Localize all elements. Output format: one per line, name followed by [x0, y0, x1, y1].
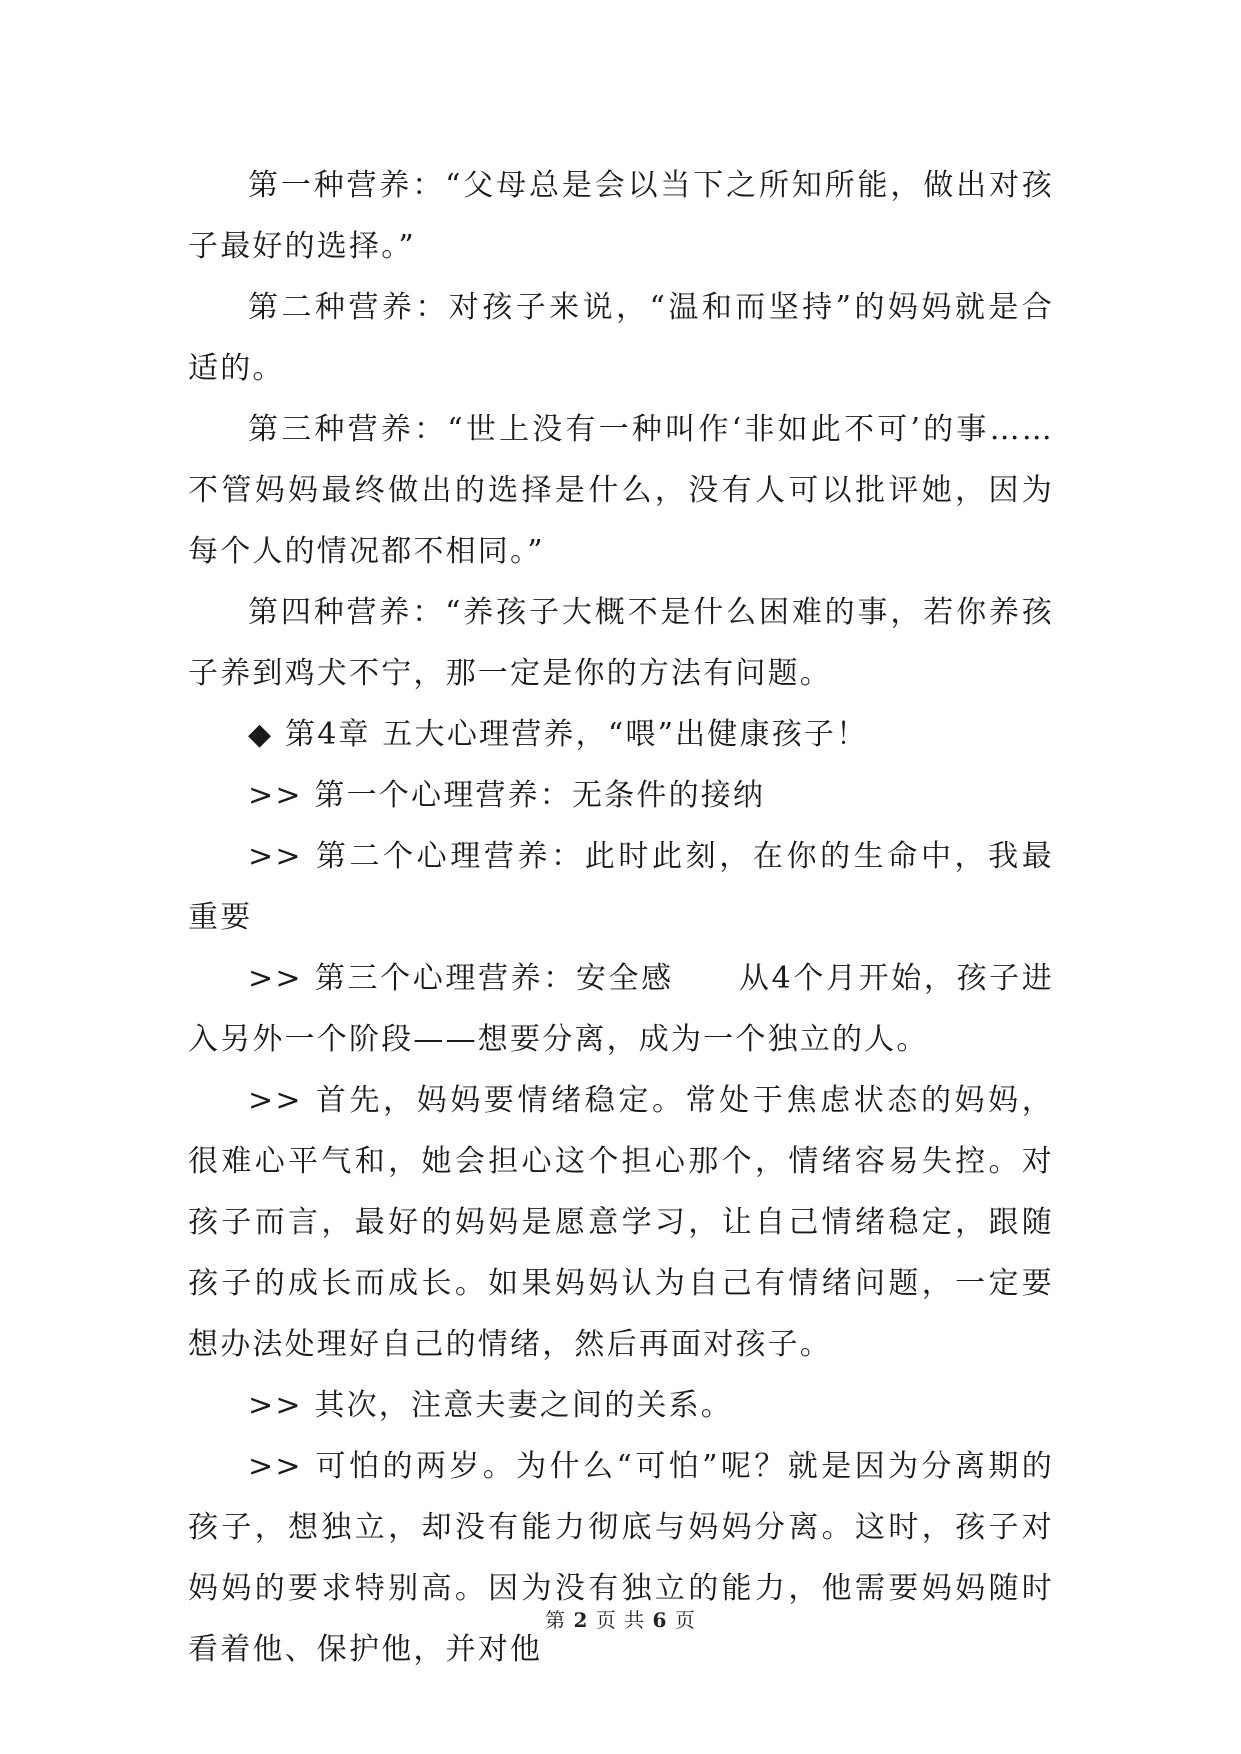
page-footer: [0, 1604, 1241, 1633]
list-item-marriage: >> 其次，注意夫妻之间的关系。: [248, 1388, 734, 1423]
paragraph-nutrition-1: 第一种营养：“父母总是会以当下之所知所能，做出对孩子最好的选择。”: [188, 168, 1054, 264]
paragraph-nutrition-2: 第二种营养：对孩子来说，“温和而坚持”的妈妈就是合适的。: [188, 290, 1054, 386]
list-item-emotion-stability: >> 首先，妈妈要情绪稳定。常处于焦虑状态的妈妈，很难心平气和，她会担心这个担心那个，情绪容易失控。对孩子而言，最好的妈妈是愿意学习，让自己情绪稳定，跟随孩子的成长而成长。如果妈妈认为自己有情绪问题，一定要想办法处理好自己的情绪，然后再面对孩子。: [188, 1083, 1054, 1362]
footer-middle: 页 共: [595, 1608, 646, 1632]
footer-prefix: 第: [545, 1608, 567, 1632]
list-item-security: >> 第三个心理营养：安全感 从4个月开始，孩子进入另外一个阶段——想要分离，成为一个独立的人。: [188, 961, 1054, 1057]
chapter-heading: ◆ 第4章 五大心理营养，“喂”出健康孩子！: [248, 717, 869, 752]
paragraph-nutrition-4: 第四种营养：“养孩子大概不是什么困难的事，若你养孩子养到鸡犬不宁，那一定是你的方法有问题。: [188, 595, 1054, 691]
footer-page-number: 2: [573, 1608, 589, 1632]
footer-total-pages: 6: [652, 1608, 668, 1632]
list-item-importance: >> 第二个心理营养：此时此刻，在你的生命中，我最重要: [188, 839, 1054, 935]
list-item-terrible-twos: >> 可怕的两岁。为什么“可怕”呢？就是因为分离期的孩子，想独立，却没有能力彻底与妈妈分离。这时，孩子对妈妈的要求特别高。因为没有独立的能力，他需要妈妈随时看着他、保护他，并对他: [188, 1449, 1054, 1667]
document-body: [188, 155, 1054, 1680]
list-item-acceptance: >> 第一个心理营养：无条件的接纳: [248, 778, 766, 813]
paragraph-nutrition-3: 第三种营养：“世上没有一种叫作‘非如此不可’的事……不管妈妈最终做出的选择是什么，没有人可以批评她，因为每个人的情况都不相同。”: [188, 412, 1054, 569]
footer-suffix: 页: [674, 1608, 696, 1632]
